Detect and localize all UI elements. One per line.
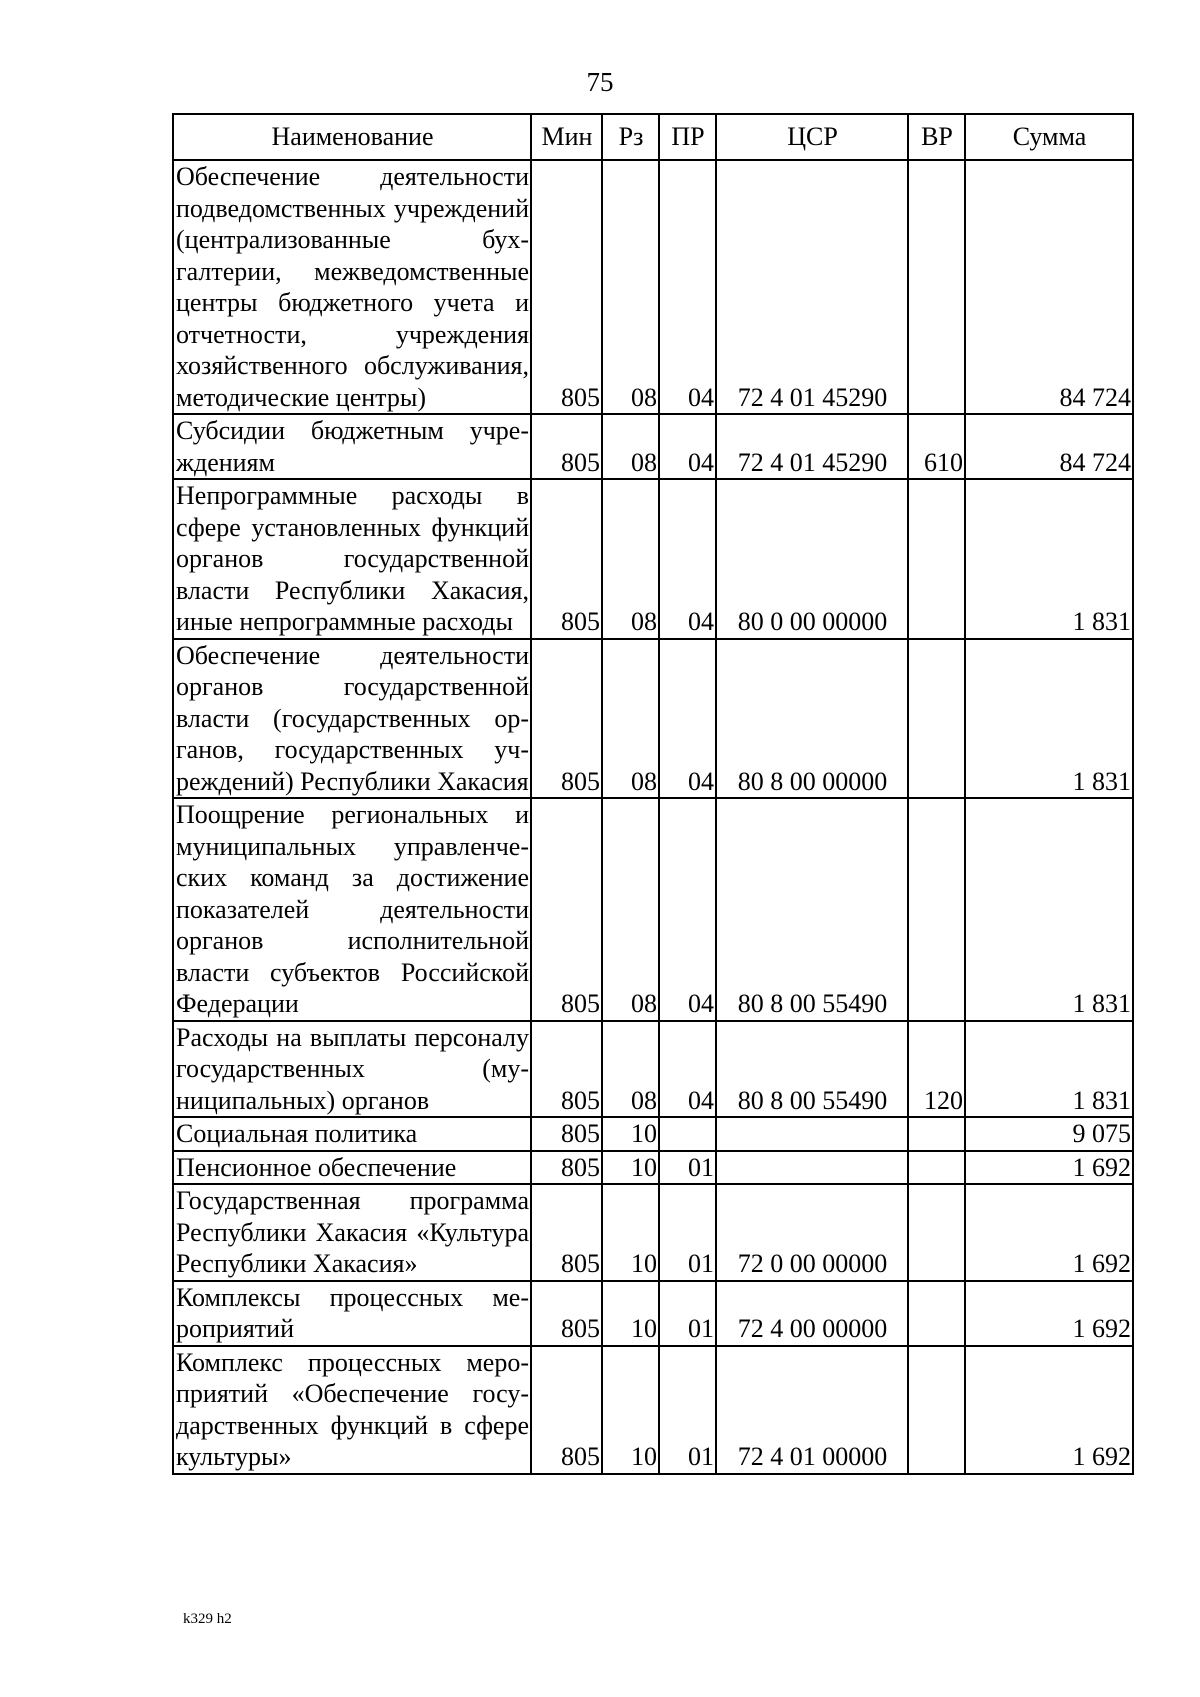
row-name: Пенсионное обеспечение — [173, 1151, 531, 1185]
row-csr: 80 0 00 00000 — [716, 479, 908, 639]
row-vr — [908, 639, 965, 799]
table-row — [173, 479, 1133, 639]
row-sum: 1 692 — [965, 1281, 1133, 1346]
row-pr: 04 — [659, 1021, 716, 1118]
row-rz: 08 — [602, 160, 659, 414]
row-rz: 08 — [602, 414, 659, 479]
row-rz: 08 — [602, 1021, 659, 1118]
row-min: 805 — [531, 1281, 602, 1346]
row-vr — [908, 479, 965, 639]
document-code: k329 h2 — [183, 1611, 232, 1627]
row-min: 805 — [531, 1184, 602, 1281]
row-name: Субсидии бюджетным учреждениям — [173, 414, 531, 479]
row-pr: 01 — [659, 1151, 716, 1185]
header-rz: Рз — [602, 114, 659, 160]
row-sum: 9 075 — [965, 1117, 1133, 1151]
row-name: Обеспечение деятельности органов государственной власти (государственных органов, государственных учреждений) Республики Хакасия — [173, 639, 531, 799]
row-pr: 01 — [659, 1184, 716, 1281]
row-csr: 72 4 01 00000 — [716, 1346, 908, 1474]
row-name: Государственная программа Республики Хакасия «Культура Республики Хакасия» — [173, 1184, 531, 1281]
row-min: 805 — [531, 639, 602, 799]
table-row — [173, 414, 1133, 479]
row-min: 805 — [531, 414, 602, 479]
row-name: Расходы на выплаты персоналу государственных (муниципальных) органов — [173, 1021, 531, 1118]
row-min: 805 — [531, 479, 602, 639]
row-min: 805 — [531, 160, 602, 414]
table-header-row — [173, 114, 1133, 160]
row-name: Комплекс процессных мероприятий «Обеспечение государственных функций в сфере культуры» — [173, 1346, 531, 1474]
row-sum: 84 724 — [965, 160, 1133, 414]
row-name: Поощрение региональных и муниципальных управленческих команд за достижение показателей деятельности органов исполнительной власти субъектов Российской Федерации — [173, 798, 531, 1021]
row-sum: 84 724 — [965, 414, 1133, 479]
row-csr — [716, 1117, 908, 1151]
table-row — [173, 160, 1133, 414]
table-row — [173, 1346, 1133, 1474]
row-sum: 1 692 — [965, 1346, 1133, 1474]
row-vr — [908, 160, 965, 414]
row-pr: 01 — [659, 1281, 716, 1346]
row-vr — [908, 1151, 965, 1185]
row-rz: 10 — [602, 1184, 659, 1281]
row-csr: 80 8 00 00000 — [716, 639, 908, 799]
row-sum: 1 831 — [965, 1021, 1133, 1118]
table-row — [173, 1117, 1133, 1151]
row-rz: 10 — [602, 1117, 659, 1151]
row-pr: 04 — [659, 414, 716, 479]
row-min: 805 — [531, 1151, 602, 1185]
header-name: Наименование — [173, 114, 531, 160]
row-name: Обеспечение деятельности подведомственных учреждений (централизованные бухгалтерии, межведомственные центры бюджетного учета и отчетности, учреждения хозяйственного обслуживания, методические центры) — [173, 160, 531, 414]
row-pr: 04 — [659, 798, 716, 1021]
budget-table — [172, 113, 1134, 1475]
header-sum: Сумма — [965, 114, 1133, 160]
table-row — [173, 1184, 1133, 1281]
row-rz: 08 — [602, 798, 659, 1021]
row-vr: 120 — [908, 1021, 965, 1118]
row-pr: 04 — [659, 639, 716, 799]
row-sum: 1 831 — [965, 639, 1133, 799]
page-number: 75 — [586, 67, 614, 97]
row-sum: 1 831 — [965, 798, 1133, 1021]
row-pr: 04 — [659, 160, 716, 414]
row-csr: 72 4 01 45290 — [716, 160, 908, 414]
row-pr: 01 — [659, 1346, 716, 1474]
row-vr: 610 — [908, 414, 965, 479]
row-name: Социальная политика — [173, 1117, 531, 1151]
row-csr: 72 4 00 00000 — [716, 1281, 908, 1346]
table-row — [173, 798, 1133, 1021]
row-vr — [908, 1184, 965, 1281]
row-vr — [908, 1117, 965, 1151]
row-min: 805 — [531, 1021, 602, 1118]
row-sum: 1 831 — [965, 479, 1133, 639]
row-rz: 10 — [602, 1346, 659, 1474]
row-sum: 1 692 — [965, 1184, 1133, 1281]
row-pr — [659, 1117, 716, 1151]
row-csr: 72 0 00 00000 — [716, 1184, 908, 1281]
header-vr: ВР — [908, 114, 965, 160]
row-csr: 72 4 01 45290 — [716, 414, 908, 479]
row-rz: 08 — [602, 479, 659, 639]
table-row — [173, 639, 1133, 799]
row-name: Непрограммные расходы в сфере установленных функций органов государственной власти Республики Хакасия, иные непрограммные расходы — [173, 479, 531, 639]
table-row — [173, 1151, 1133, 1185]
row-min: 805 — [531, 798, 602, 1021]
row-vr — [908, 1346, 965, 1474]
table-row — [173, 1021, 1133, 1118]
table-row — [173, 1281, 1133, 1346]
header-min: Мин — [531, 114, 602, 160]
row-min: 805 — [531, 1117, 602, 1151]
row-sum: 1 692 — [965, 1151, 1133, 1185]
header-pr: ПР — [659, 114, 716, 160]
row-pr: 04 — [659, 479, 716, 639]
row-vr — [908, 1281, 965, 1346]
row-name: Комплексы процессных мероприятий — [173, 1281, 531, 1346]
row-vr — [908, 798, 965, 1021]
row-csr: 80 8 00 55490 — [716, 798, 908, 1021]
row-rz: 10 — [602, 1281, 659, 1346]
row-min: 805 — [531, 1346, 602, 1474]
header-csr: ЦСР — [716, 114, 908, 160]
row-rz: 10 — [602, 1151, 659, 1185]
row-rz: 08 — [602, 639, 659, 799]
row-csr — [716, 1151, 908, 1185]
row-csr: 80 8 00 55490 — [716, 1021, 908, 1118]
